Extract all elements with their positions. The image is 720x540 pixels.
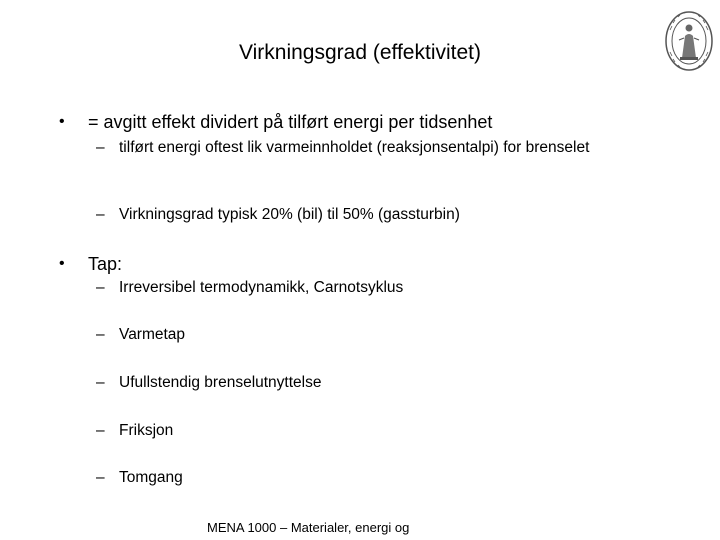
footer-text: MENA 1000 – Materialer, energi og bbox=[207, 520, 410, 535]
sub-bullet-text: Ufullstendig brenselutnyttelse bbox=[119, 374, 322, 391]
sub-bullet-text: Tomgang bbox=[119, 469, 183, 486]
sub-bullet-text: Friksjon bbox=[119, 422, 174, 439]
dash-marker: – bbox=[96, 374, 105, 391]
sub-bullet-text: Varmetap bbox=[119, 326, 186, 343]
dash-marker: – bbox=[96, 469, 105, 486]
dash-marker: – bbox=[96, 422, 105, 439]
sub-bullet-text: Irreversibel termodynamikk, Carnotsyklus bbox=[119, 279, 404, 296]
bullet-item bbox=[59, 111, 493, 133]
bullet-text: = avgitt effekt dividert på tilført energi per tidsenhet bbox=[88, 112, 493, 132]
bullet-marker: • bbox=[59, 255, 65, 272]
sub-bullet-item bbox=[96, 205, 619, 225]
university-seal-icon bbox=[664, 10, 714, 72]
bullet-item bbox=[59, 253, 123, 275]
sub-bullet-text: Virkningsgrad typisk 20% (bil) til 50% (gassturbin) bbox=[119, 206, 460, 223]
bullet-text: Tap: bbox=[88, 254, 123, 274]
sub-bullet-item bbox=[96, 468, 619, 488]
sub-bullet-item bbox=[96, 421, 619, 441]
bullet-marker: • bbox=[59, 113, 65, 130]
sub-bullet-item bbox=[96, 325, 619, 345]
sub-bullet-text: tilført energi oftest lik varmeinnholdet (reaksjonsentalpi) for brenselet bbox=[119, 139, 590, 156]
dash-marker: – bbox=[96, 139, 105, 156]
dash-marker: – bbox=[96, 279, 105, 296]
dash-marker: – bbox=[96, 326, 105, 343]
dash-marker: – bbox=[96, 206, 105, 223]
sub-bullet-item bbox=[96, 373, 619, 393]
sub-bullet-item bbox=[96, 278, 619, 298]
slide-title: Virkningsgrad (effektivitet) bbox=[238, 41, 481, 64]
sub-bullet-item bbox=[96, 138, 619, 158]
